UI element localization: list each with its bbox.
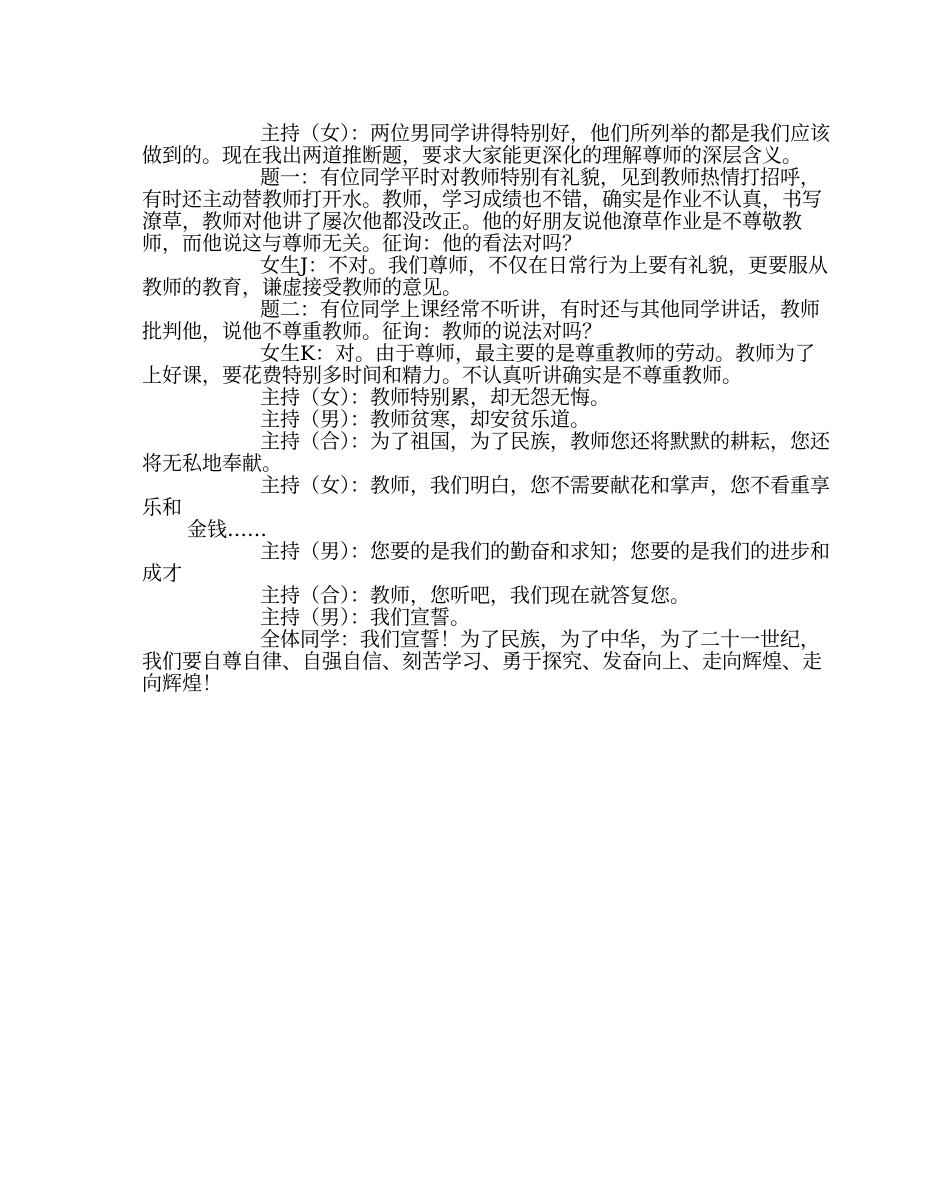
paragraph-host-female-flowers: 主持（女）：教师，我们明白，您不需要献花和掌声，您不看重享乐和: [142, 473, 830, 519]
paragraph-host-male-oath: 主持（男）：我们宣誓。: [260, 605, 470, 629]
paragraph-hosts-together-country: 主持（合）：为了祖国，为了民族，教师您还将默默的耕耘，您还将无私地奉献。: [142, 429, 830, 475]
paragraph-money-continuation: 金钱……: [187, 517, 267, 541]
paragraph-girl-k-answer: 女生K：对。由于尊师，最主要的是尊重教师的劳动。教师为了上好课，要花费特别多时间和精力。不认真听讲确实是不尊重教师。: [142, 341, 815, 387]
paragraph-question-one: 题一：有位同学平时对教师特别有礼貌，见到教师热情打招呼，有时还主动替教师打开水。教师，学习成绩也不错，确实是作业不认真，书写潦草，教师对他讲了屡次他都没改正。他的好朋友说他潦草作业是不尊敬教师，而他说这与尊师无关。征询：他的看法对吗？: [142, 165, 822, 255]
paragraph-all-students-oath: 全体同学：我们宣誓！为了民族，为了中华，为了二十一世纪，我们要自尊自律、自强自信、刻苦学习、勇于探究、发奋向上、走向辉煌、走向辉煌！: [142, 627, 822, 695]
paragraph-host-female-intro: 主持（女）：两位男同学讲得特别好，他们所列举的都是我们应该做到的。现在我出两道推断题，要求大家能更深化的理解尊师的深层含义。: [142, 121, 830, 167]
paragraph-host-male-poor: 主持（男）：教师贫寒，却安贫乐道。: [260, 407, 590, 431]
paragraph-question-two: 题二：有位同学上课经常不听讲，有时还与其他同学讲话，教师批判他，说他不尊重教师。征询：教师的说法对吗？: [142, 297, 820, 343]
paragraph-hosts-together-reply: 主持（合）：教师，您听吧，我们现在就答复您。: [260, 583, 690, 607]
document-body: [142, 122, 832, 694]
paragraph-host-female-tired: 主持（女）：教师特别累，却无怨无悔。: [260, 385, 610, 409]
paragraph-girl-j-answer: 女生J：不对。我们尊师，不仅在日常行为上要有礼貌，更要服从教师的教育，谦虚接受教师的意见。: [142, 253, 829, 299]
paragraph-host-male-diligence: 主持（男）：您要的是我们的勤奋和求知；您要的是我们的进步和成才: [142, 539, 830, 585]
